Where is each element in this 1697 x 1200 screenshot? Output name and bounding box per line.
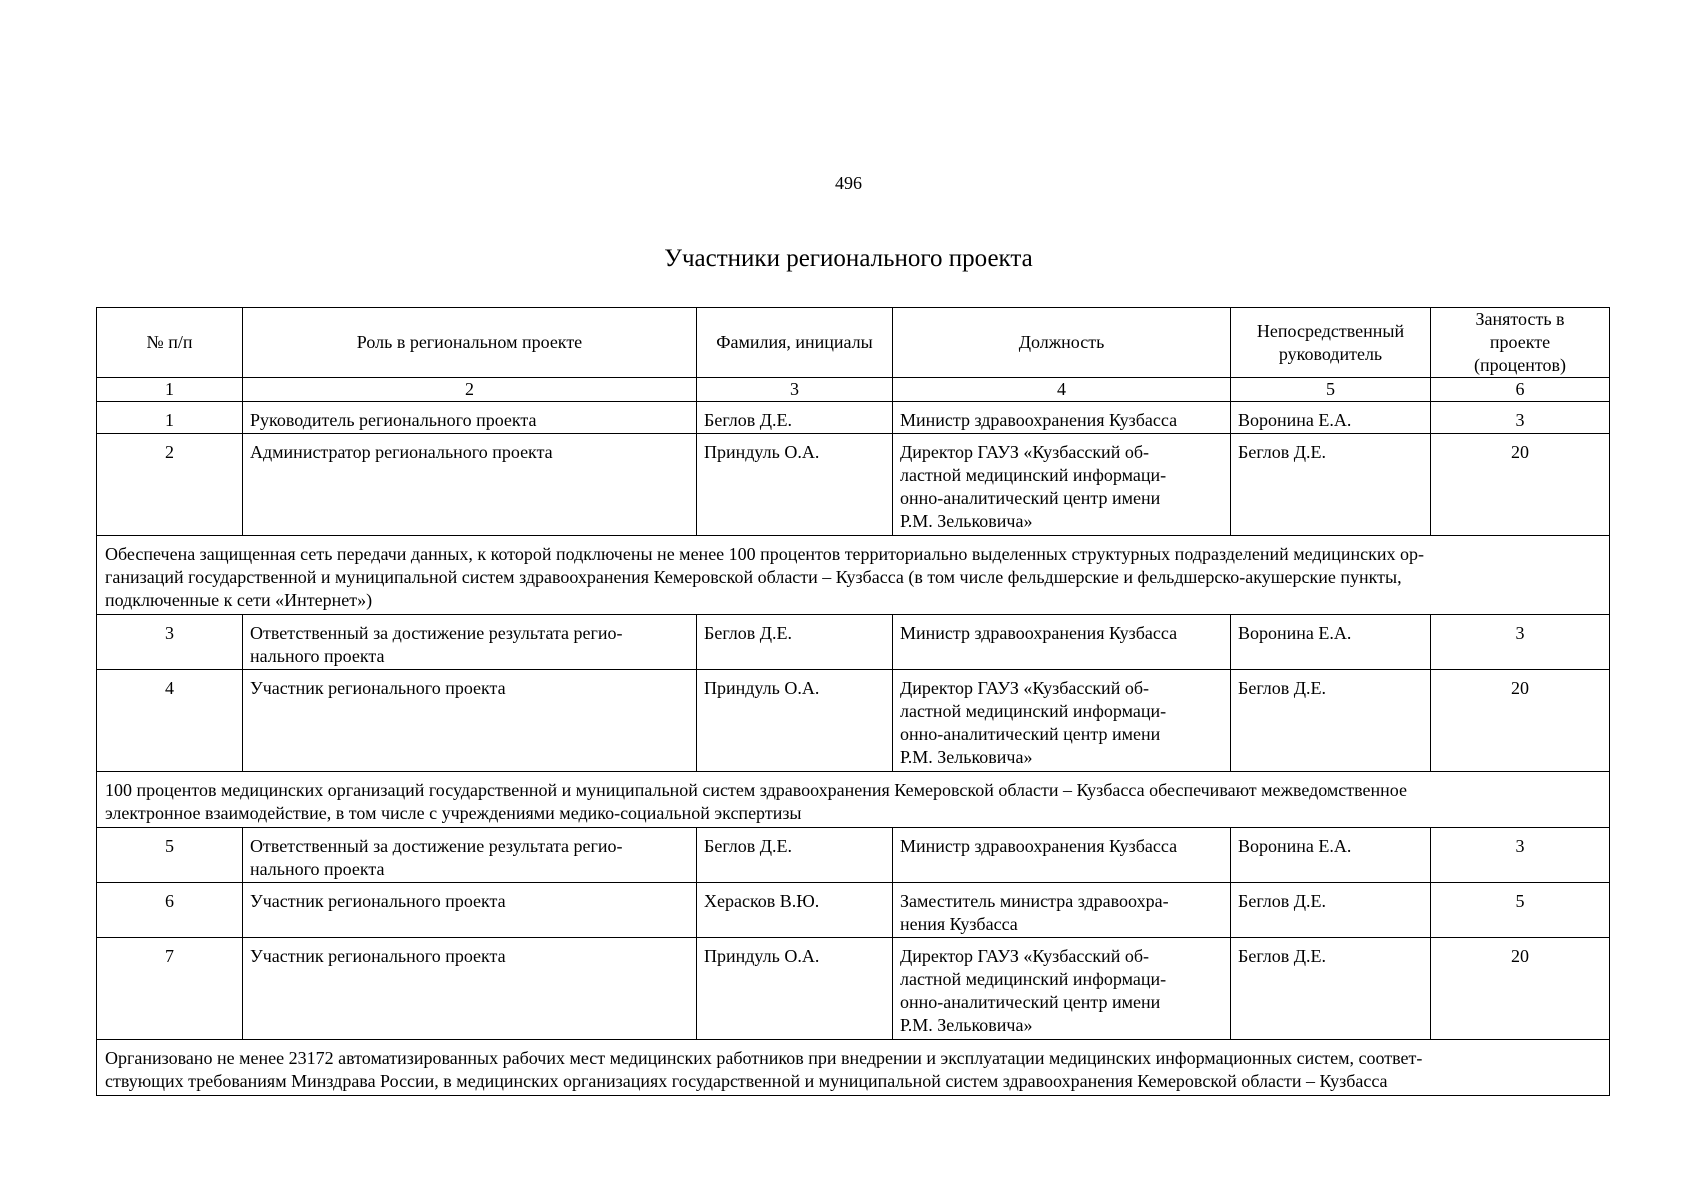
result-line: 100 процентов медицинских организаций государственной и муниципальной систем здравоохранения Кемеровской области – Кузбасса обеспечивают межведомственное	[105, 780, 1408, 800]
role-line: нального проекта	[250, 859, 385, 879]
result-line: подключенные к сети «Интернет»)	[105, 590, 373, 610]
column-number: 3	[697, 378, 893, 402]
row-position	[893, 402, 1231, 434]
row-name: Приндуль О.А.	[697, 938, 893, 1040]
row-num: 6	[97, 883, 243, 938]
row-supervisor: Воронина Е.А.	[1231, 402, 1431, 434]
result-line: Обеспечена защищенная сеть передачи данных, к которой подключены не менее 100 процентов территориально выделенных структурных подразделений медицинских ор-	[105, 544, 1424, 564]
result-line: ганизаций государственной и муниципальной систем здравоохранения Кемеровской области – Кузбасса (в том числе фельдшерские и фельдшерско-акушерские пункты,	[105, 567, 1402, 587]
col-header-name: Фамилия, инициалы	[697, 308, 893, 378]
header-line: проекте	[1489, 332, 1551, 352]
position-line: Р.М. Зельковича»	[900, 747, 1033, 767]
result-row	[97, 1040, 1610, 1096]
row-position	[893, 938, 1231, 1040]
row-name: Беглов Д.Е.	[697, 402, 893, 434]
row-name: Приндуль О.А.	[697, 434, 893, 536]
column-number: 2	[243, 378, 697, 402]
result-text	[97, 1040, 1610, 1096]
role-line: Участник регионального проекта	[250, 891, 506, 911]
participants-table	[96, 307, 1610, 1096]
row-role	[243, 615, 697, 670]
row-num: 5	[97, 828, 243, 883]
row-position	[893, 615, 1231, 670]
role-line: Ответственный за достижение результата регио-	[250, 836, 623, 856]
column-number: 6	[1431, 378, 1610, 402]
position-line: онно-аналитический центр имени	[900, 724, 1161, 744]
row-supervisor: Беглов Д.Е.	[1231, 670, 1431, 772]
position-line: Министр здравоохранения Кузбасса	[900, 836, 1178, 856]
row-name: Херасков В.Ю.	[697, 883, 893, 938]
role-line: нального проекта	[250, 646, 385, 666]
row-num: 7	[97, 938, 243, 1040]
role-line: Участник регионального проекта	[250, 946, 506, 966]
role-line: Администратор регионального проекта	[250, 442, 553, 462]
row-role	[243, 434, 697, 536]
row-position	[893, 828, 1231, 883]
row-role	[243, 402, 697, 434]
header-line: (процентов)	[1473, 355, 1566, 375]
row-num: 4	[97, 670, 243, 772]
column-number: 1	[97, 378, 243, 402]
row-role	[243, 828, 697, 883]
position-line: Министр здравоохранения Кузбасса	[900, 410, 1178, 430]
row-share: 5	[1431, 883, 1610, 938]
row-share: 3	[1431, 615, 1610, 670]
page-title: Участники регионального проекта	[664, 245, 1033, 272]
row-num: 3	[97, 615, 243, 670]
result-text	[97, 536, 1610, 615]
position-line: Директор ГАУЗ «Кузбасский об-	[900, 946, 1149, 966]
row-share: 3	[1431, 828, 1610, 883]
role-line: Участник регионального проекта	[250, 678, 506, 698]
row-name: Беглов Д.Е.	[697, 828, 893, 883]
result-line: ствующих требованиям Минздрава России, в медицинских организациях государственной и муниципальной систем здравоохранения Кемеровской области – Кузбасса	[105, 1071, 1388, 1091]
row-position	[893, 883, 1231, 938]
position-line: онно-аналитический центр имени	[900, 992, 1161, 1012]
position-line: ластной медицинский информаци-	[900, 969, 1167, 989]
column-number: 5	[1231, 378, 1431, 402]
row-supervisor: Воронина Е.А.	[1231, 828, 1431, 883]
col-header-share	[1431, 308, 1610, 378]
row-name: Беглов Д.Е.	[697, 615, 893, 670]
position-line: ластной медицинский информаци-	[900, 465, 1167, 485]
result-line: Организовано не менее 23172 автоматизированных рабочих мест медицинских работников при внедрении и эксплуатации медицинских информационных систем, соответ-	[105, 1048, 1423, 1068]
row-share: 20	[1431, 670, 1610, 772]
row-name: Приндуль О.А.	[697, 670, 893, 772]
position-line: онно-аналитический центр имени	[900, 488, 1161, 508]
row-supervisor: Воронина Е.А.	[1231, 615, 1431, 670]
position-line: Р.М. Зельковича»	[900, 511, 1033, 531]
row-supervisor: Беглов Д.Е.	[1231, 883, 1431, 938]
position-line: нения Кузбасса	[900, 914, 1018, 934]
row-position	[893, 670, 1231, 772]
result-row	[97, 772, 1610, 828]
col-header-position: Должность	[893, 308, 1231, 378]
position-line: Министр здравоохранения Кузбасса	[900, 623, 1178, 643]
column-number: 4	[893, 378, 1231, 402]
row-position	[893, 434, 1231, 536]
col-header-num: № п/п	[97, 308, 243, 378]
row-share: 20	[1431, 938, 1610, 1040]
row-num: 1	[97, 402, 243, 434]
header-line: руководитель	[1278, 343, 1383, 364]
position-line: Р.М. Зельковича»	[900, 1015, 1033, 1035]
position-line: Заместитель министра здравоохра-	[900, 891, 1169, 911]
result-row	[97, 536, 1610, 615]
table-row	[97, 828, 1610, 883]
table-row	[97, 883, 1610, 938]
position-line: ластной медицинский информаци-	[900, 701, 1167, 721]
role-line: Руководитель регионального проекта	[250, 410, 537, 430]
table-row	[97, 402, 1610, 434]
row-role	[243, 883, 697, 938]
col-header-role: Роль в региональном проекте	[243, 308, 697, 378]
header-line: Непосредственный	[1256, 320, 1405, 341]
result-line: электронное взаимодействие, в том числе с учреждениями медико-социальной экспертизы	[105, 803, 802, 823]
role-line: Ответственный за достижение результата регио-	[250, 623, 623, 643]
row-supervisor: Беглов Д.Е.	[1231, 938, 1431, 1040]
table-row	[97, 615, 1610, 670]
table-row	[97, 670, 1610, 772]
header-line: Занятость в	[1475, 309, 1565, 329]
position-line: Директор ГАУЗ «Кузбасский об-	[900, 442, 1149, 462]
position-line: Директор ГАУЗ «Кузбасский об-	[900, 678, 1149, 698]
row-role	[243, 670, 697, 772]
table-row	[97, 434, 1610, 536]
row-num: 2	[97, 434, 243, 536]
page-number: 496	[835, 173, 862, 193]
header-row	[97, 308, 1610, 378]
column-number-row	[97, 378, 1610, 402]
row-share: 20	[1431, 434, 1610, 536]
row-share: 3	[1431, 402, 1610, 434]
result-text	[97, 772, 1610, 828]
row-role	[243, 938, 697, 1040]
col-header-supervisor	[1231, 308, 1431, 378]
row-supervisor: Беглов Д.Е.	[1231, 434, 1431, 536]
table-row	[97, 938, 1610, 1040]
